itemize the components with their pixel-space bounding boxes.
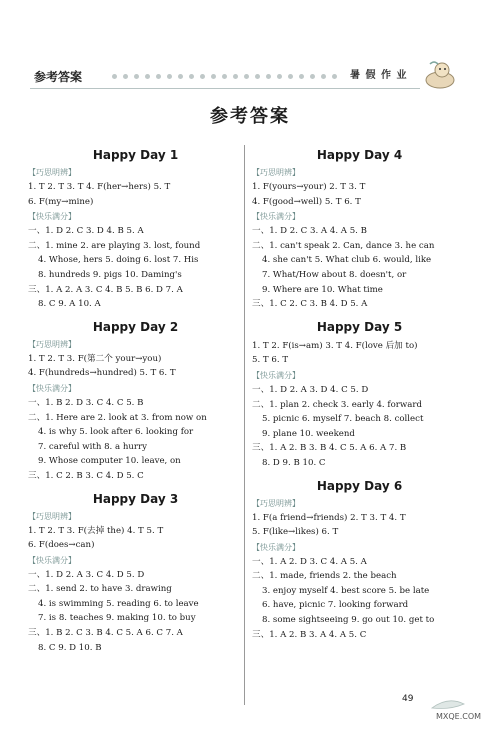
answer-line: 一、1. B 2. D 3. C 4. C 5. B xyxy=(28,397,144,408)
answer-line: 7. is 8. teaches 9. making 10. to buy xyxy=(38,613,196,624)
answer-line: 6. F(does→can) xyxy=(28,540,95,551)
answer-line: 二、1. made, friends 2. the beach xyxy=(252,571,397,582)
answer-line: 9. Where are 10. What time xyxy=(262,284,383,295)
answer-line: 4. F(hundreds→hundred) 5. T 6. T xyxy=(28,368,176,379)
page-title: 参考答案 xyxy=(210,106,290,127)
leaf-deco-icon xyxy=(428,694,492,714)
section-label: 【快乐满分】 xyxy=(28,212,76,222)
answer-line: 1. F(a friend→friends) 2. T 3. T 4. T xyxy=(252,512,406,523)
day-title: Happy Day 4 xyxy=(316,148,403,162)
answer-line: 8. some sightseeing 9. go out 10. get to xyxy=(262,615,435,626)
answer-line: 三、1. B 2. C 3. B 4. C 5. A 6. C 7. A xyxy=(28,628,183,639)
answer-line: 8. C 9. A 10. A xyxy=(38,299,101,310)
right-column xyxy=(252,140,467,642)
answer-line: 二、1. send 2. to have 3. drawing xyxy=(28,584,172,595)
answer-line: 一、1. A 2. D 3. C 4. A 5. A xyxy=(252,556,367,567)
page-number: 49 xyxy=(402,694,414,704)
answer-line: 1. T 2. T 3. F(第二个 your→you) xyxy=(28,353,162,364)
answer-line: 1. T 2. T 3. F(去掉 the) 4. T 5. T xyxy=(28,525,164,536)
day-title: Happy Day 2 xyxy=(92,319,179,334)
section-label: 【巧思明辨】 xyxy=(28,511,76,521)
answer-line: 5. T 6. T xyxy=(252,355,289,366)
answer-line: 5. picnic 6. myself 7. beach 8. collect xyxy=(262,414,424,425)
header-rule xyxy=(30,88,420,89)
answer-line: 7. careful with 8. a hurry xyxy=(38,441,148,452)
day-title: Happy Day 6 xyxy=(316,478,403,493)
answer-line: 3. enjoy myself 4. best score 5. be late xyxy=(262,585,430,596)
section-label: 【快乐满分】 xyxy=(28,555,76,565)
answer-line: 1. T 2. F(is→am) 3. T 4. F(love 后加 to) xyxy=(252,340,418,351)
section-label: 【巧思明辨】 xyxy=(28,168,76,177)
answer-line: 4. she can't 5. What club 6. would, like xyxy=(262,255,432,266)
section-label: 【巧思明辨】 xyxy=(252,498,300,508)
answer-line: 5. F(like→likes) 6. T xyxy=(252,527,339,538)
section-label: 【快乐满分】 xyxy=(28,383,76,393)
header-badge: 暑 假 作 业 xyxy=(350,70,408,81)
header-dots xyxy=(112,74,337,79)
answer-line: 4. is swimming 5. reading 6. to leave xyxy=(38,598,199,609)
answer-line: 4. F(good→well) 5. T 6. T xyxy=(252,196,361,207)
answer-line: 二、1. can't speak 2. Can, dance 3. he can xyxy=(252,240,435,251)
section-label: 【快乐满分】 xyxy=(252,542,300,552)
answer-line: 一、1. D 2. C 3. D 4. B 5. A xyxy=(28,226,144,237)
answer-line: 三、1. C 2. B 3. C 4. D 5. C xyxy=(28,470,144,481)
answer-line: 一、1. D 2. A 3. C 4. D 5. D xyxy=(28,569,145,580)
day-title: Happy Day 3 xyxy=(92,491,179,506)
left-column xyxy=(28,140,243,655)
section-label: 【巧思明辨】 xyxy=(28,339,76,349)
answer-line: 7. What/How about 8. doesn't, or xyxy=(262,269,407,280)
column-divider xyxy=(244,145,245,705)
section-label: 【快乐满分】 xyxy=(252,212,300,222)
header-title: 参考答案 xyxy=(34,70,83,84)
day-title: Happy Day 5 xyxy=(316,319,403,334)
answer-line: 1. F(yours→your) 2. T 3. T xyxy=(252,182,366,192)
answer-line: 6. have, picnic 7. looking forward xyxy=(262,600,409,611)
answer-line: 三、1. C 2. C 3. B 4. D 5. A xyxy=(252,299,368,310)
answer-line: 三、1. A 2. B 3. B 4. C 5. A 6. A 7. B xyxy=(252,443,407,454)
section-label: 【快乐满分】 xyxy=(252,370,300,380)
answer-line: 二、1. mine 2. are playing 3. lost, found xyxy=(28,240,201,251)
answer-line: 9. plane 10. weekend xyxy=(262,428,355,439)
watermark-text: MXQE.COM xyxy=(436,712,482,721)
answer-line: 8. D 9. B 10. C xyxy=(262,457,326,468)
answer-line: 9. Whose computer 10. leave, on xyxy=(38,456,181,467)
cartoon-deco-icon xyxy=(420,58,460,92)
answer-line: 8. C 9. D 10. B xyxy=(38,642,102,653)
answer-line: 8. hundreds 9. pigs 10. Daming's xyxy=(38,269,182,280)
answer-line: 三、1. A 2. B 3. A 4. A 5. C xyxy=(252,629,367,640)
answer-line: 1. T 2. T 3. T 4. F(her→hers) 5. T xyxy=(28,182,171,192)
answer-line: 二、1. Here are 2. look at 3. from now on xyxy=(28,412,207,423)
answer-line: 二、1. plan 2. check 3. early 4. forward xyxy=(252,399,422,410)
answer-line: 4. is why 5. look after 6. looking for xyxy=(38,427,194,438)
day-title: Happy Day 1 xyxy=(92,148,179,162)
answer-line: 一、1. D 2. C 3. A 4. A 5. B xyxy=(252,226,367,237)
answer-line: 三、1. A 2. A 3. C 4. B 5. B 6. D 7. A xyxy=(28,284,183,295)
answer-line: 6. F(my→mine) xyxy=(28,196,94,207)
answer-line: 4. Whose, hers 5. doing 6. lost 7. His xyxy=(38,255,199,266)
page-header xyxy=(0,58,500,98)
section-label: 【巧思明辨】 xyxy=(252,168,300,177)
answer-line: 一、1. D 2. A 3. D 4. C 5. D xyxy=(252,384,369,395)
